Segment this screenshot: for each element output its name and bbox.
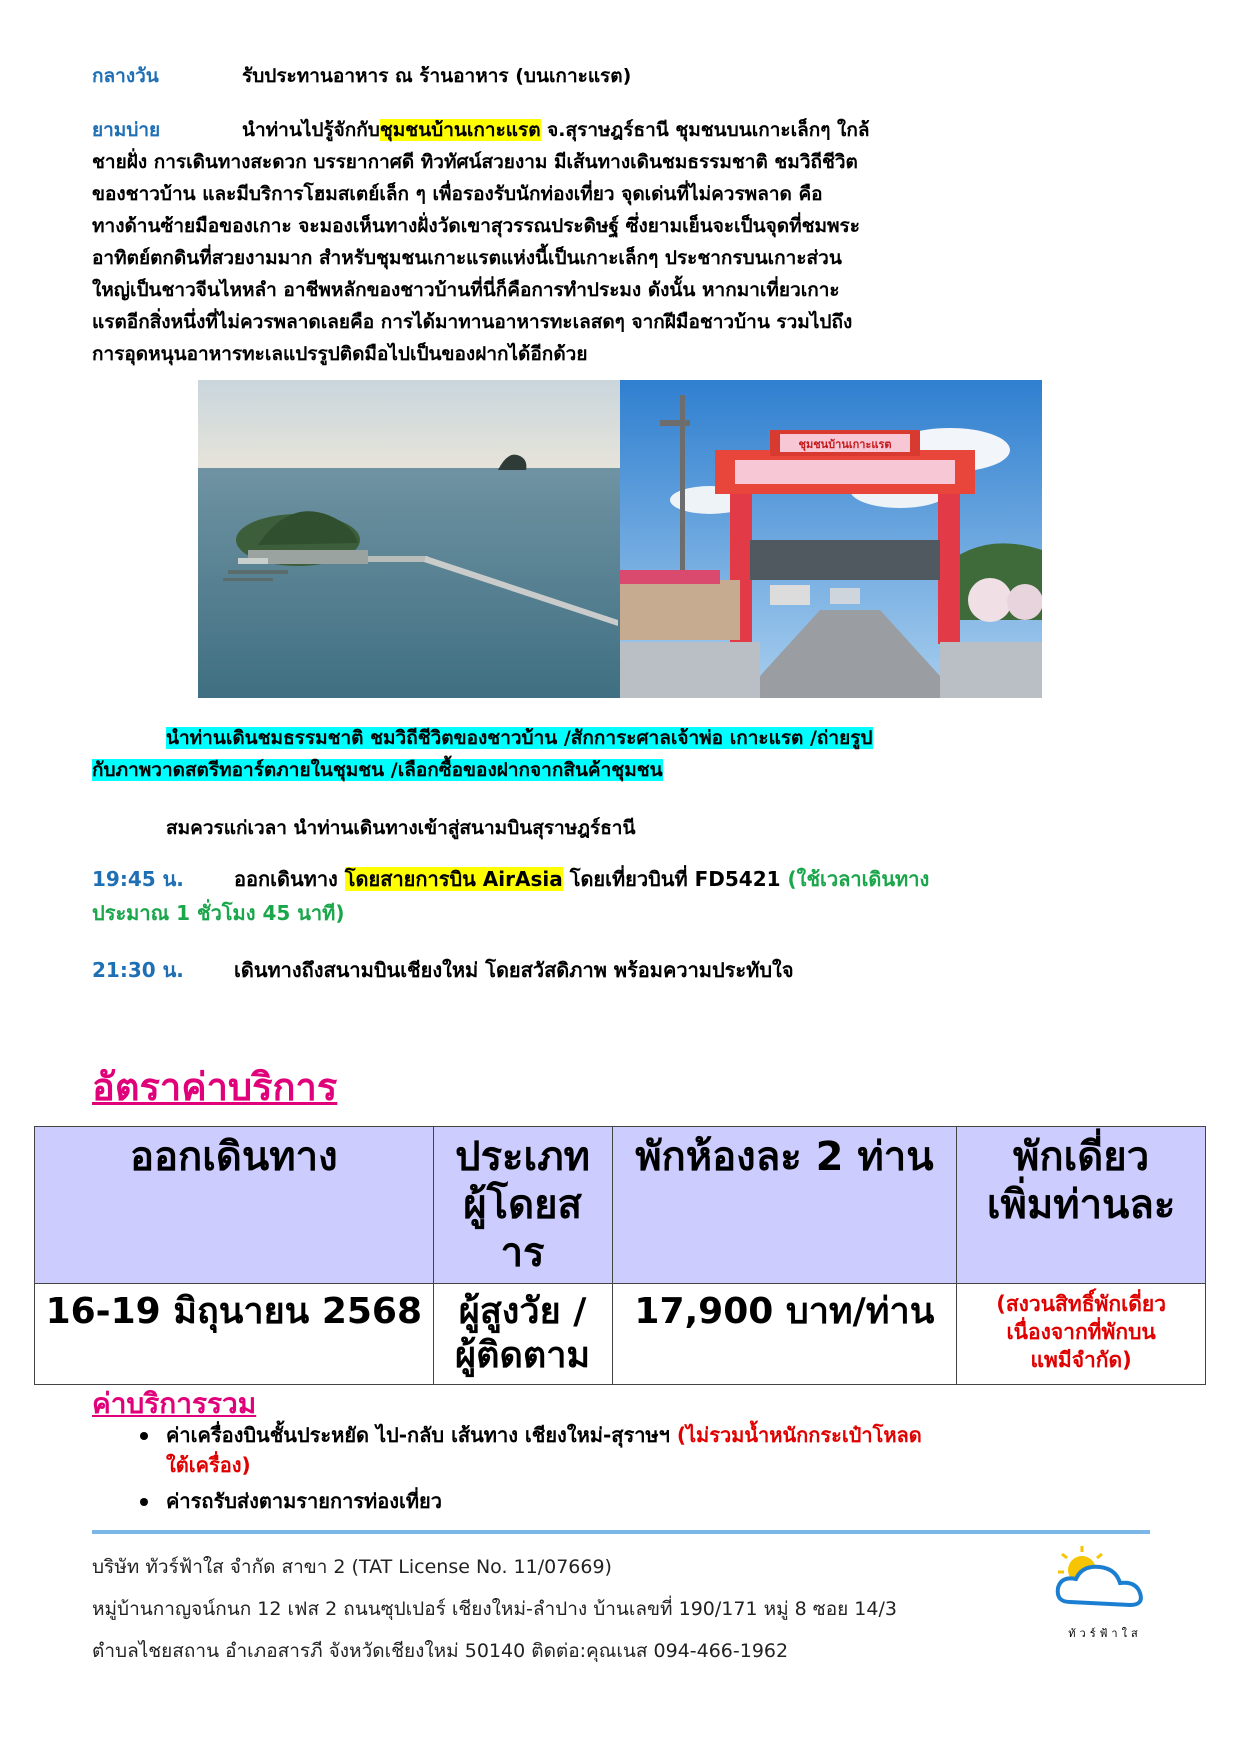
- company-logo: [1050, 1540, 1160, 1640]
- duration-note-a: (ใช้เวลาเดินทาง: [787, 867, 930, 891]
- price-table-header-row: [35, 1127, 1206, 1284]
- list-item: [132, 1420, 1172, 1480]
- afternoon-line-2: ชายฝั่ง การเดินทางสะดวก บรรยากาศดี ทิวทัศน์สวยงาม มีเส้นทางเดินชมธรรมชาติ ชมวิถีชีวิต: [92, 151, 858, 173]
- arrive-text: เดินทางถึงสนามบินเชียงใหม่ โดยสวัสดิภาพ พร้อมความประทับใจ: [234, 958, 794, 982]
- includes-title: ค่าบริการรวม: [92, 1387, 257, 1420]
- cell-single-note: [957, 1284, 1206, 1385]
- community-highlight: ชุมชนบ้านเกาะแรต: [379, 119, 541, 141]
- afternoon-line-3: ของชาวบ้าน และมีบริการโฮมสเตย์เล็ก ๆ เพื่อรองรับนักท่องเที่ยว จุดเด่นที่ไม่ควรพลาด คือ: [92, 183, 823, 205]
- include-item-2-text: ค่ารถรับส่งตามรายการท่องเที่ยว: [166, 1489, 442, 1513]
- afternoon-line-1: [92, 114, 1172, 146]
- afternoon-line-7: แรตอีกสิ่งหนึ่งที่ไม่ควรพลาดเลยคือ การได้มาทานอาหารทะเลสดๆ จากฝีมือชาวบ้าน รวมไปถึง: [92, 311, 853, 333]
- price-table: [34, 1126, 1206, 1385]
- footer-rule: [92, 1530, 1150, 1534]
- lunch-text: รับประทานอาหาร ณ ร้านอาหาร (บนเกาะแรต): [242, 65, 632, 87]
- cell-date: 16-19 มิถุนายน 2568: [35, 1284, 434, 1385]
- footer-address: [92, 1553, 1012, 1665]
- afternoon-line-4: ทางด้านซ้ายมือของเกาะ จะมองเห็นทางฝั่งวัดเขาสุวรรณประดิษฐ์ ซึ่งยามเย็นจะเป็นจุดที่ชมพระ: [92, 215, 860, 237]
- single-note-line2: เนื่องจากที่พักบน: [1006, 1320, 1156, 1344]
- afternoon-line1-rest: จ.สุราษฎร์ธานี ชุมชนบนเกาะเล็กๆ ใกล้: [540, 119, 870, 141]
- table-row: [35, 1284, 1206, 1385]
- header-single-line2: เพิ่มท่านละ: [986, 1182, 1176, 1228]
- bullet-icon: [140, 1498, 148, 1506]
- footer-address-line: หมู่บ้านกาญจน์กนก 12 เฟส 2 ถนนซุปเปอร์ เชียงใหม่-ลำปาง บ้านเลขที่ 190/171 หมู่ 8 ซอย 14/3: [92, 1598, 897, 1620]
- include-item-1-text: ค่าเครื่องบินชั้นประหยัด ไป-กลับ เส้นทาง เชียงใหม่-สุราษฯ: [166, 1423, 677, 1447]
- airline-highlight: โดยสายการบิน AirAsia: [344, 867, 563, 891]
- arrive-time: 21:30 น.: [92, 958, 184, 982]
- depart-time: 19:45 น.: [92, 867, 184, 891]
- single-note-line1: (สงวนสิทธิ์พักเดี่ยว: [996, 1292, 1166, 1316]
- to-airport-line: สมควรแก่เวลา นำท่านเดินทางเข้าสู่สนามบินสุราษฎร์ธานี: [166, 817, 636, 839]
- cell-type-line1: ผู้สูงวัย /: [458, 1291, 587, 1332]
- flight-number-text: โดยเที่ยวบินที่ FD5421: [562, 867, 788, 891]
- header-passenger-type-line3: าร: [500, 1230, 545, 1276]
- header-single-supplement: [957, 1127, 1206, 1284]
- duration-note-b: ประมาณ 1 ชั่วโมง 45 นาที): [92, 901, 345, 925]
- header-passenger-type-line1: ประเภท: [455, 1134, 590, 1180]
- gate-photo: [620, 380, 1042, 698]
- afternoon-label: ยามบ่าย: [92, 119, 161, 141]
- afternoon-paragraph: [92, 114, 1172, 370]
- cell-price: 17,900 บาท/ท่าน: [612, 1284, 957, 1385]
- footer-contact: ตำบลไชยสถาน อำเภอสารภี จังหวัดเชียงใหม่ 50140 ติดต่อ:คุณเนส 094-466-1962: [92, 1640, 789, 1662]
- logo-text: ทัวร์ฟ้าใส: [1068, 1627, 1142, 1640]
- lunch-line: [92, 60, 1172, 92]
- gate-sign-text: ชุมชนบ้านเกาะแรต: [798, 438, 892, 451]
- includes-list: [132, 1420, 1172, 1516]
- island-aerial-photo: [198, 380, 620, 698]
- single-note-line3: แพมีจำกัด): [1030, 1348, 1132, 1372]
- afternoon-intro: นำท่านไปรู้จักกับ: [242, 119, 380, 141]
- activities: [92, 722, 1172, 786]
- cell-passenger-type: [433, 1284, 612, 1385]
- activities-line-2: กับภาพวาดสตรีทอาร์ตภายในชุมชน /เลือกซื้อของฝากจากสินค้าชุมชน: [92, 759, 663, 781]
- afternoon-line-5: อาทิตย์ตกดินที่สวยงามมาก สำหรับชุมชนเกาะแรตแห่งนี้เป็นเกาะเล็กๆ ประชากรบนเกาะส่วน: [92, 247, 842, 269]
- rates-title: อัตราค่าบริการ: [92, 1065, 338, 1109]
- header-departure: ออกเดินทาง: [35, 1127, 434, 1284]
- include-item-1-note-b: ใต้เครื่อง): [166, 1453, 251, 1477]
- afternoon-line-8: การอุดหนุนอาหารทะเลแปรรูปติดมือไปเป็นของฝากได้อีกด้วย: [92, 343, 588, 365]
- cell-type-line2: ผู้ติดตาม: [454, 1335, 591, 1376]
- header-single-line1: พักเดี่ยว: [1013, 1134, 1150, 1180]
- header-passenger-type-line2: ผู้โดยส: [463, 1182, 582, 1228]
- list-item: [132, 1486, 1172, 1516]
- lunch-label: กลางวัน: [92, 65, 159, 87]
- depart-text: ออกเดินทาง: [234, 867, 345, 891]
- sun-cloud-icon: [1050, 1540, 1160, 1620]
- header-passenger-type: [433, 1127, 612, 1284]
- bullet-icon: [140, 1432, 148, 1440]
- flight-arrive: [92, 954, 1172, 986]
- header-twin-share: พักห้องละ 2 ท่าน: [612, 1127, 957, 1284]
- include-item-1-note-a: (ไม่รวมน้ำหนักกระเป๋าโหลด: [676, 1423, 922, 1447]
- afternoon-line-6: ใหญ่เป็นชาวจีนไหหลำ อาชีพหลักของชาวบ้านที่นี่ก็คือการทำประมง ดังนั้น หากมาเที่ยวเกาะ: [92, 279, 840, 301]
- flight-depart: [92, 862, 1172, 930]
- footer-company: บริษัท ทัวร์ฟ้าใส จำกัด สาขา 2 (TAT License No. 11/07669): [92, 1556, 612, 1578]
- activities-line-1: นำท่านเดินชมธรรมชาติ ชมวิถีชีวิตของชาวบ้าน /สักการะศาลเจ้าพ่อ เกาะแรต /ถ่ายรูป: [166, 727, 873, 749]
